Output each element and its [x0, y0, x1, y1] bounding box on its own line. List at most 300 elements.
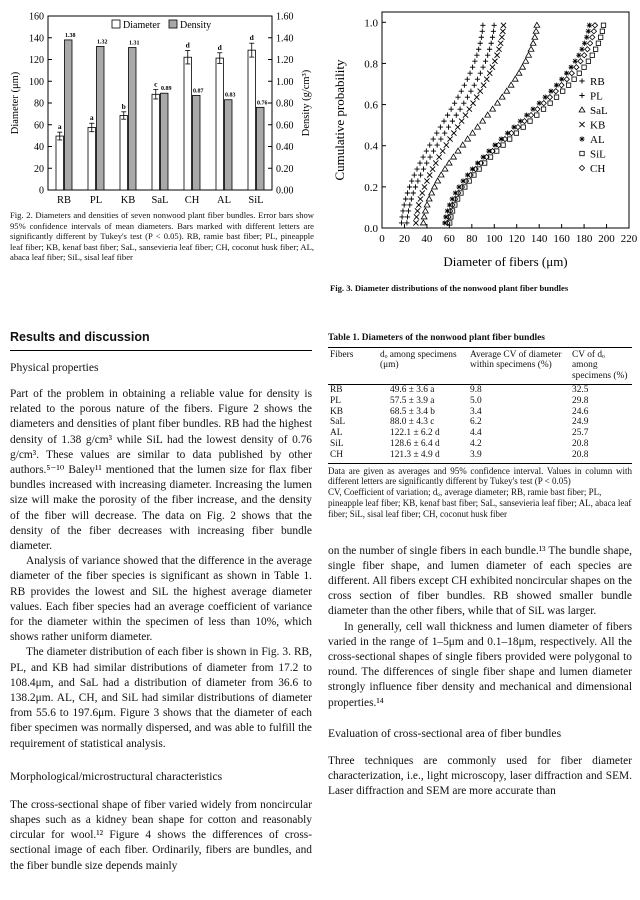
physical-heading: Physical properties [10, 361, 99, 374]
y-tick-label: 80 [34, 98, 44, 110]
data-point [406, 208, 411, 213]
y2-tick-label: 0.00 [276, 185, 294, 197]
data-point [424, 178, 429, 183]
table-cell: AL [330, 428, 343, 439]
data-point [475, 160, 480, 165]
table-row [328, 428, 632, 439]
data-point [411, 190, 416, 195]
y-tick-label: 0.2 [364, 181, 378, 194]
table-cell: 88.0 ± 4.3 c [390, 417, 435, 428]
table-row [328, 417, 632, 428]
fig3-chart [324, 4, 638, 276]
legend-label: SaL [590, 105, 608, 117]
data-point [409, 178, 414, 183]
table-cell: 9.8 [470, 384, 482, 395]
data-point [590, 53, 594, 57]
data-point [578, 59, 583, 64]
data-point [490, 35, 495, 40]
data-point [470, 65, 475, 70]
data-point [465, 95, 470, 100]
data-point [573, 59, 578, 64]
data-point [587, 23, 592, 28]
data-point [442, 130, 447, 135]
table-cell: 24.9 [572, 417, 589, 428]
data-point [490, 106, 496, 111]
data-point [446, 160, 452, 165]
data-point [426, 196, 432, 201]
data-point [405, 214, 410, 219]
data-point [572, 77, 576, 81]
data-point [478, 41, 483, 46]
data-point [554, 95, 558, 99]
data-point [541, 107, 545, 111]
diameter-bar [184, 57, 192, 190]
data-point [586, 29, 591, 34]
data-point [592, 23, 597, 28]
data-point [476, 47, 481, 52]
legend-label-density: Density [180, 20, 212, 31]
data-point [481, 83, 486, 88]
data-point [449, 107, 454, 112]
y-tick-label: 0.6 [364, 99, 378, 112]
data-point [475, 77, 480, 82]
data-point [424, 202, 430, 207]
fig2-caption [10, 210, 314, 263]
density-value-label: 1.38 [65, 32, 76, 39]
data-point [455, 148, 461, 153]
table-cell: 5.0 [470, 395, 482, 406]
legend-label: RB [590, 76, 605, 88]
x-tick-label: 140 [530, 233, 548, 245]
data-point [451, 154, 457, 159]
y2-tick-label: 0.40 [276, 142, 294, 153]
diameter-bar [152, 94, 160, 190]
table-cell: 29.8 [572, 395, 589, 406]
diameter-bar [56, 136, 64, 190]
legend-marker [579, 78, 584, 83]
data-point [418, 172, 423, 177]
paragraph-7: Three techniques are commonly used for fiber diameter characterization, i.e., light microscopy, laser diffraction and SEM. Laser diffraction and SEM are more accurate than [328, 754, 632, 798]
diameter-bar [120, 116, 128, 190]
data-point [474, 95, 479, 100]
data-point [399, 220, 404, 225]
table-cell: 6.2 [470, 417, 482, 428]
data-point [461, 101, 466, 106]
x-tick-label: 160 [553, 233, 570, 245]
data-point [590, 35, 595, 40]
table-cell: 32.5 [572, 384, 589, 395]
y-tick-label: 120 [29, 55, 44, 66]
y2-tick-label: 1.00 [276, 76, 294, 88]
table-header: Average CV of diameter within specimens (%) [470, 349, 562, 371]
density-bar [161, 93, 169, 190]
y2-tick-label: 0.60 [276, 120, 294, 132]
table-cell: 121.3 ± 4.9 d [378, 450, 468, 463]
data-point [564, 77, 569, 82]
data-point [564, 71, 569, 76]
data-point [584, 35, 589, 40]
data-point [530, 40, 536, 45]
data-point [532, 34, 538, 39]
x-tick-label: 220 [620, 233, 638, 245]
data-point [585, 47, 590, 52]
density-value-label: 0.89 [161, 86, 172, 93]
y2-tick-label: 0.20 [276, 163, 294, 175]
data-point [420, 154, 425, 159]
series-SaL [420, 22, 539, 225]
x-tick-label: 100 [486, 233, 503, 245]
data-point [481, 154, 486, 159]
series-CH [445, 23, 598, 226]
legend-label: AL [590, 134, 605, 146]
table-cell: 57.5 ± 3.9 a [390, 395, 435, 406]
data-point [427, 154, 432, 159]
density-bar [193, 95, 201, 190]
data-point [414, 166, 419, 171]
legend-swatch-density [169, 20, 177, 28]
series-RB [399, 23, 486, 226]
data-point [480, 29, 485, 34]
paragraph-4: The cross-sectional shape of fiber varied widely from noncircular shapes such as a kidney bean shape for cotton and reasonably circular for wool.¹² Figure 4 shows the differences of cross-sectional image of each fiber. Ordinarily, fibers are bundles, and the fiber bundle size depends mainly [10, 798, 312, 872]
significance-letter: c [154, 79, 158, 89]
data-point [468, 89, 473, 94]
data-point [438, 136, 443, 141]
table-cell: CH [328, 450, 378, 463]
data-point [433, 160, 438, 165]
table-row [328, 450, 632, 463]
data-point [553, 89, 558, 94]
data-point [582, 41, 587, 46]
data-point [528, 119, 532, 123]
eval-heading: Evaluation of cross-sectional area of fiber bundles [328, 726, 562, 740]
data-point [422, 184, 427, 189]
data-point [413, 220, 418, 225]
density-bar [225, 100, 233, 190]
y-tick-label: 20 [34, 163, 44, 175]
x-tick-label: SiL [248, 195, 264, 206]
x-tick-label: 0 [379, 233, 385, 245]
significance-letter: a [89, 113, 94, 123]
data-point [438, 125, 443, 130]
legend-label-diameter: Diameter [123, 20, 161, 31]
data-point [470, 166, 475, 171]
left-column [10, 330, 312, 874]
data-point [455, 95, 460, 100]
data-point [399, 214, 404, 219]
x-tick-label: KB [120, 195, 136, 206]
data-point [424, 160, 429, 165]
data-point [480, 65, 485, 70]
data-point [427, 142, 432, 147]
diameter-bar [248, 50, 256, 190]
data-point [465, 77, 470, 82]
data-point [434, 130, 439, 135]
table-cell: RB [330, 384, 343, 395]
fig2-chart [4, 4, 316, 206]
legend-label: SiL [590, 148, 606, 161]
data-point [445, 113, 450, 118]
data-point [407, 184, 412, 189]
morph-heading: Morphological/microstructural characteristics [10, 769, 223, 783]
data-point [485, 53, 490, 58]
table-cell: 3.9 [468, 450, 570, 463]
table-cell: 24.6 [572, 406, 589, 417]
data-point [489, 41, 494, 46]
data-point [516, 70, 522, 75]
data-point [431, 136, 436, 141]
table1-title: Table 1. Diameters of the nonwood plant fiber bundles [328, 333, 545, 343]
data-point [418, 196, 423, 201]
y-tick-label: 0.0 [364, 223, 378, 235]
data-point [534, 22, 540, 27]
data-point [420, 190, 425, 195]
data-point [574, 65, 579, 70]
table-row [328, 384, 632, 395]
y-tick-label: 140 [29, 33, 44, 45]
data-point [430, 166, 435, 171]
data-point [560, 89, 564, 93]
x-tick-label: 200 [598, 233, 615, 245]
x-tick-label: 80 [466, 233, 478, 245]
data-point [582, 53, 587, 58]
table-cell: 68.5 ± 3.4 b [390, 406, 435, 417]
y-axis-label: Cumulative probability [332, 59, 347, 181]
data-point [451, 130, 456, 135]
data-point [400, 208, 405, 213]
data-point [478, 71, 483, 76]
diameter-bar [88, 127, 96, 190]
data-point [438, 172, 444, 177]
data-point [427, 172, 432, 177]
data-point [479, 35, 484, 40]
paragraph-3: The diameter distribution of each fiber is shown in Fig. 3. RB, PL, and KB had similar distributions of diameter from 17.2 to 108.4μm, and SaL had a distribution of diameter from 36.6 to 138.2μm. AL, CH, and SiL had similar distributions of diameter from 55.6 to 197.6μm. Figure 3 shows that the diameter of each fiber specimen was normally dispersed, and was able to fulfill the requirement of statistical analysis. [10, 646, 312, 750]
table-header-row [328, 347, 632, 384]
data-point [452, 101, 457, 106]
table-row [328, 407, 632, 418]
density-bar [257, 107, 265, 190]
x-tick-label: 20 [398, 233, 410, 245]
y-tick-label: 60 [34, 120, 44, 132]
data-point [520, 64, 526, 69]
table-cell: SiL [330, 438, 344, 449]
data-point [480, 23, 485, 28]
data-point [441, 119, 446, 124]
density-bar [65, 40, 73, 190]
table-cell: SaL [330, 417, 346, 428]
data-point [402, 202, 407, 207]
data-point [472, 173, 476, 177]
y-tick-label: 160 [29, 11, 44, 23]
y2-tick-label: 1.40 [276, 33, 294, 45]
data-point [415, 178, 420, 183]
plot-frame [48, 16, 272, 190]
data-point [477, 167, 481, 171]
data-point [440, 148, 445, 153]
data-point [450, 119, 455, 124]
y-axis-label: Diameter (μm) [10, 71, 21, 135]
data-point [467, 71, 472, 76]
data-point [487, 47, 492, 52]
data-point [499, 136, 504, 141]
data-point [420, 220, 426, 225]
data-point [435, 142, 440, 147]
data-point [404, 220, 409, 225]
table-cell: 49.6 ± 3.6 a [390, 384, 435, 395]
data-point [500, 29, 505, 34]
table-header: CV of dₒ among specimens (%) [572, 349, 628, 382]
x-tick-label: PL [89, 195, 103, 206]
legend-marker [579, 93, 584, 98]
data-point [499, 94, 505, 99]
x-tick-label: CH [184, 195, 200, 206]
legend-marker [579, 136, 584, 141]
density-value-label: 1.32 [97, 39, 108, 46]
data-point [460, 142, 466, 147]
significance-letter: d [249, 33, 254, 43]
data-point [498, 41, 503, 46]
legend-marker [579, 165, 584, 170]
data-point [569, 71, 574, 76]
table-cell: 25.7 [572, 428, 589, 439]
table-cell: PL [330, 395, 341, 406]
data-point [429, 190, 435, 195]
data-point [593, 47, 597, 51]
data-point [484, 77, 489, 82]
data-point [600, 29, 604, 33]
paragraph-6: In generally, cell wall thickness and lumen diameter of fibers varied in the range of 1–5μm and 0.1–18μm, respectively. All the cross-sectional shapes of single fibers provided were polygonal to round. The differences of single fiber shape and lumen diameter strongly influence fiber density and mechanical and dimensional properties.¹⁴ [328, 620, 632, 709]
data-point [495, 100, 501, 105]
data-point [455, 125, 460, 130]
data-point [521, 125, 525, 129]
table-cell: 4.4 [470, 428, 482, 439]
table-cell: 122.1 ± 6.2 d [390, 428, 440, 439]
data-point [541, 101, 546, 106]
data-point [413, 184, 418, 189]
data-point [577, 71, 581, 75]
data-point [579, 47, 584, 52]
data-point [465, 136, 471, 141]
data-point [462, 83, 467, 88]
data-point [442, 166, 448, 171]
table-cell: 128.6 ± 6.4 d [390, 438, 440, 449]
data-point [414, 214, 419, 219]
paragraph-5: on the number of single fibers in each bundle.¹³ The bundle shape, single fiber shape, and lumen diameter of each species are different. All fibers except CH exhibited noncircular shapes on the cross section of fiber bundles. RB showed smaller bundle diameter than the other fibers, while that of SiL was larger. [328, 544, 632, 618]
data-point [486, 148, 491, 153]
data-point [459, 89, 464, 94]
data-point [496, 47, 501, 52]
density-value-label: 0.76 [257, 100, 268, 107]
table-cell: 20.8 [570, 450, 632, 463]
data-point [470, 130, 476, 135]
series-AL [442, 23, 592, 226]
density-value-label: 1.31 [129, 40, 140, 47]
density-value-label: 0.83 [225, 92, 236, 99]
table-cell: KB [330, 406, 344, 417]
data-point [447, 136, 452, 141]
data-point [501, 23, 506, 28]
data-point [487, 71, 492, 76]
data-point [523, 58, 529, 63]
diameter-bar [216, 58, 224, 190]
data-point [491, 23, 496, 28]
y2-axis-label: Density (g/cm³) [301, 69, 312, 137]
data-point [526, 52, 532, 57]
data-point [535, 107, 540, 112]
y-tick-label: 0.8 [364, 58, 378, 71]
data-point [508, 82, 514, 87]
legend-swatch-diameter [112, 20, 120, 28]
data-point [457, 107, 462, 112]
data-point [475, 124, 481, 129]
data-point [478, 89, 483, 94]
data-point [463, 113, 468, 118]
data-point [480, 118, 486, 123]
data-point [504, 88, 510, 93]
data-point [485, 112, 491, 117]
right-column [328, 333, 632, 799]
data-point [576, 53, 581, 58]
data-point [424, 148, 429, 153]
data-point [432, 184, 438, 189]
x-tick-label: 40 [421, 233, 433, 245]
data-point [472, 83, 477, 88]
data-point [559, 77, 564, 82]
data-point [437, 154, 442, 159]
data-point [407, 202, 412, 207]
y2-tick-label: 0.80 [276, 98, 294, 110]
data-point [512, 76, 518, 81]
y-tick-label: 1.0 [364, 17, 378, 30]
data-point [421, 214, 427, 219]
density-value-label: 0.87 [193, 88, 204, 95]
x-tick-label: 180 [575, 233, 593, 245]
legend-label: PL [590, 90, 603, 103]
data-point [423, 208, 429, 213]
x-tick-label: 120 [508, 233, 525, 245]
data-point [499, 35, 504, 40]
paragraph-1: Part of the problem in obtaining a reliable value for density is related to the porous nature of the fibers. Figure 2 shows the diameters and densities of plant fiber bundles. RB had the highest density of 1.38 g/cm³ while SiL had the lowest density of 0.76 g/cm³. These values are similar to data published by other authors.⁵⁻¹⁰ Baley¹¹ mentioned that the lumen size for flax fiber bundles increased with increasing diameter. Increasing the lumen size will make the porosity of the fiber increase, and the density of the fiber will decrease. The data on Fig. 2 shows that the density of the fiber decreases with increasing fiber bundle diameter. [10, 388, 312, 553]
x-tick-label: 60 [443, 233, 455, 245]
fig2-caption-text: Fig. 2. Diameters and densities of seven nonwood plant fiber bundles. Error bars show 95% confidence intervals of mean diameters. Bars marked with different letters are significantly different by Tukey's test (P < 0.05). RB, ramie bast fiber; PL, pineapple leaf fiber; KB, kenaf bast fiber; SaL, sansevieria leaf fiber; CH, coconut husk fiber; AL, abaca leaf fiber; SiL, sisal leaf fiber [10, 210, 314, 263]
density-bar [129, 48, 137, 190]
data-point [490, 65, 495, 70]
data-point [601, 23, 605, 27]
data-point [559, 83, 564, 88]
data-point [431, 148, 436, 153]
y-tick-label: 0 [39, 185, 44, 197]
data-point [470, 101, 475, 106]
x-tick-label: AL [217, 195, 231, 206]
table-cell: 20.8 [572, 438, 589, 449]
data-point [535, 113, 539, 117]
y-tick-label: 100 [29, 76, 44, 88]
significance-letter: d [217, 42, 222, 52]
data-point [444, 142, 449, 147]
y-tick-label: 40 [34, 142, 44, 153]
x-axis-label: Diameter of fibers (μm) [443, 254, 568, 269]
data-point [467, 107, 472, 112]
table-cell: 4.2 [470, 438, 482, 449]
fig3-caption-text: Fig. 3. Diameter distributions of the nonwood plant fiber bundles [330, 283, 569, 293]
data-point [483, 59, 488, 64]
legend-marker [579, 122, 584, 127]
series-PL [404, 23, 496, 226]
table-1 [328, 347, 632, 464]
data-point [548, 101, 552, 105]
table-header: Fibers [330, 349, 354, 360]
data-point [405, 190, 410, 195]
legend-label: CH [590, 163, 606, 175]
